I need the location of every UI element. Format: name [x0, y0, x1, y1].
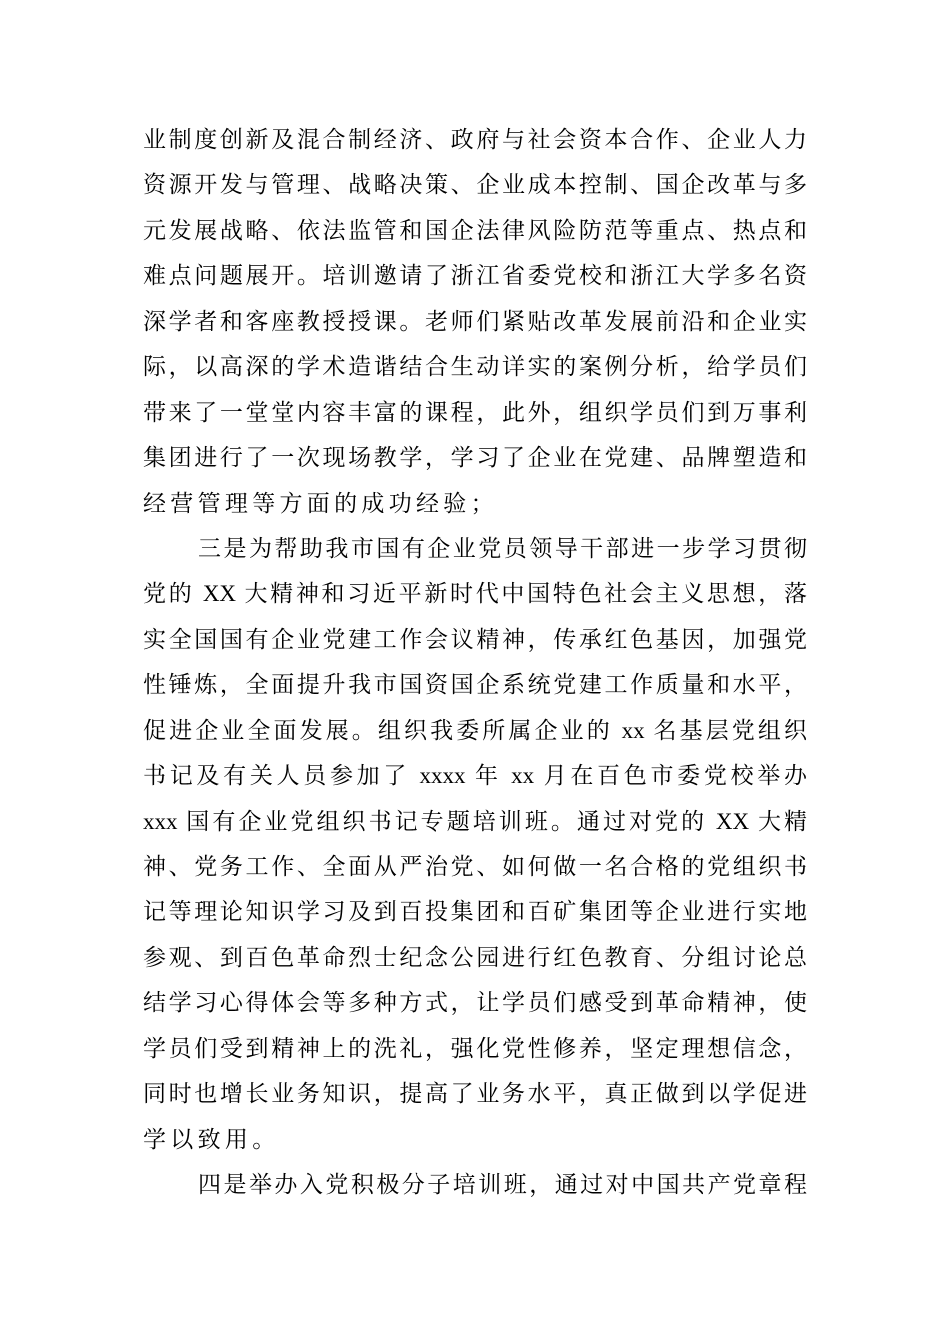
text-line: 党的 XX 大精神和习近平新时代中国特色社会主义思想，落 [143, 581, 807, 607]
document-page [143, 117, 807, 1208]
text-line: 三是为帮助我市国有企业党员领导干部进一步学习贯彻 [198, 535, 807, 561]
text-line: 神、党务工作、全面从严治党、如何做一名合格的党组织书 [143, 854, 807, 879]
text-line: 际，以高深的学术造谐结合生动详实的案例分析，给学员们 [143, 354, 807, 380]
text-line: xxx 国有企业党组织书记专题培训班。通过对党的 XX 大精 [143, 808, 807, 834]
paragraph [143, 117, 807, 526]
text-line: 性锤炼，全面提升我市国资国企系统党建工作质量和水平， [143, 672, 807, 698]
text-line: 业制度创新及混合制经济、政府与社会资本合作、企业人力 [143, 127, 807, 152]
text-line: 实全国国有企业党建工作会议精神，传承红色基因，加强党 [143, 626, 807, 652]
text-line: 书记及有关人员参加了 xxxx 年 xx 月在百色市委党校举办 [143, 763, 807, 789]
text-line: 难点问题展开。培训邀请了浙江省委党校和浙江大学多名资 [143, 263, 807, 289]
text-line: 经营管理等方面的成功经验； [143, 490, 498, 516]
paragraph [143, 1162, 807, 1207]
text-line: 结学习心得体会等多种方式，让学员们感受到革命精神，使 [143, 990, 807, 1016]
text-line: 资源开发与管理、战略决策、企业成本控制、国企改革与多 [143, 172, 807, 198]
text-line: 参观、到百色革命烈士纪念公园进行红色教育、分组讨论总 [143, 944, 807, 970]
text-line: 记等理论知识学习及到百投集团和百矿集团等企业进行实地 [143, 899, 807, 925]
text-line: 带来了一堂堂内容丰富的课程，此外，组织学员们到万事利 [143, 399, 807, 425]
text-line: 深学者和客座教授授课。老师们紧贴改革发展前沿和企业实 [143, 308, 807, 334]
text-line: 学员们受到精神上的洗礼，强化党性修养，坚定理想信念， [143, 1035, 807, 1061]
text-line: 促进企业全面发展。组织我委所属企业的 xx 名基层党组织 [143, 717, 807, 743]
paragraph [143, 526, 807, 1162]
text-line: 同时也增长业务知识，提高了业务水平，真正做到以学促进 [143, 1081, 807, 1107]
text-line: 元发展战略、依法监管和国企法律风险防范等重点、热点和 [143, 217, 807, 243]
text-line: 四是举办入党积极分子培训班，通过对中国共产党章程 [198, 1172, 807, 1198]
text-line: 学以致用。 [143, 1126, 280, 1152]
text-line: 集团进行了一次现场教学，学习了企业在党建、品牌塑造和 [143, 445, 807, 471]
